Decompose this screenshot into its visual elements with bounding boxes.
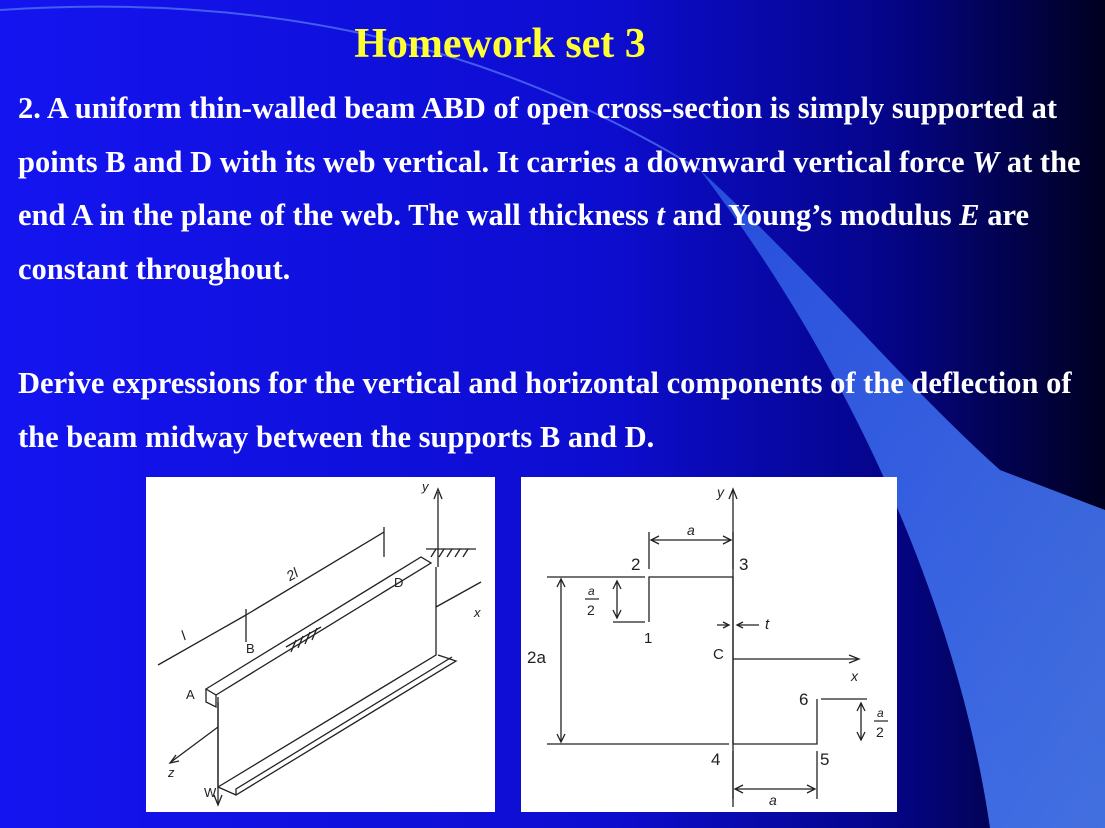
node-5-label: 5	[820, 750, 830, 769]
slide-title: Homework set 3	[354, 21, 646, 67]
span-label: 2l	[283, 564, 301, 584]
point-b-label: B	[246, 641, 255, 656]
right-half-den: 2	[876, 724, 884, 740]
axis-x-label: x	[474, 605, 481, 620]
centroid-c-label: C	[713, 646, 724, 663]
axis-z-label: z	[168, 765, 175, 780]
node-2-label: 2	[631, 555, 641, 574]
right-half-num: a	[877, 706, 884, 720]
beam-figure	[146, 477, 495, 812]
section-y-label: y	[717, 484, 724, 500]
node-3-label: 3	[739, 555, 749, 574]
thickness-t-label: t	[765, 616, 770, 633]
cross-section-drawing	[521, 477, 897, 812]
left-half-den: 2	[587, 602, 595, 618]
height-2a-label: 2a	[527, 648, 546, 667]
beam-drawing	[146, 477, 495, 812]
cross-section-figure	[521, 477, 897, 812]
axis-y-label: y	[422, 479, 429, 494]
problem-task: Derive expressions for the vertical and horizontal components of the deflection of the beam midway between the supports B and D.	[18, 366, 1072, 454]
bottom-a-label: a	[769, 792, 777, 808]
section-x-label: x	[851, 668, 858, 684]
overhang-label: l	[178, 627, 189, 644]
node-1-label: 1	[644, 630, 653, 647]
point-a-label: A	[186, 687, 195, 702]
top-a-label: a	[687, 522, 695, 538]
problem-statement: 2. A uniform thin-walled beam ABD of open cross-section is simply supported at points B and D with its web vertical. It carries a downward vertical force W at the end A in the plane of the web. The wall thickness t and Young’s modulus E are constant throughout.	[18, 91, 1081, 286]
load-w-label: W	[204, 785, 217, 800]
point-d-label: D	[394, 575, 404, 590]
node-6-label: 6	[799, 690, 809, 709]
node-4-label: 4	[711, 750, 721, 769]
left-half-num: a	[588, 584, 595, 598]
